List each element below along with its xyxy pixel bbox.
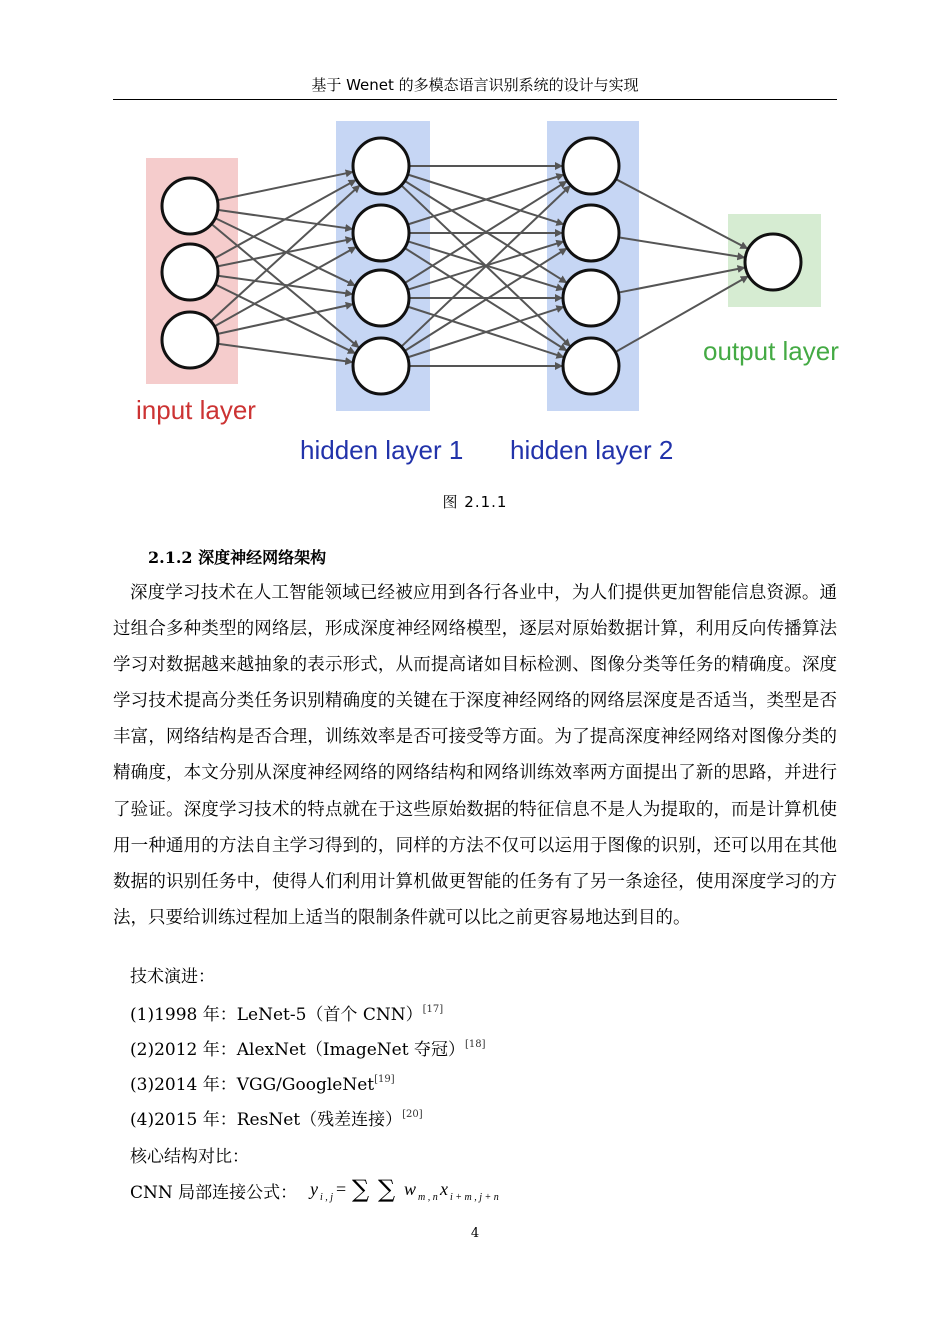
citation: [18] bbox=[464, 1039, 486, 1050]
formula-weight: w bbox=[404, 1179, 417, 1199]
evolution-item bbox=[130, 1070, 395, 1095]
input-neuron bbox=[162, 312, 218, 368]
evolution-item-text: (2)2012 年：AlexNet（ImageNet 夺冠） bbox=[130, 1040, 465, 1060]
hidden2-neuron bbox=[563, 205, 619, 261]
citation: [19] bbox=[374, 1074, 395, 1085]
evolution-item bbox=[130, 1000, 443, 1025]
input-neuron bbox=[162, 178, 218, 234]
sum-symbol: ∑ bbox=[378, 1175, 396, 1203]
hidden1-neuron bbox=[353, 270, 409, 326]
formula-lhs-sub: i , j bbox=[320, 1192, 334, 1203]
sum-symbol: ∑ bbox=[352, 1175, 370, 1203]
core-structure-label: 核心结构对比： bbox=[130, 1147, 249, 1167]
formula-label: CNN 局部连接公式： bbox=[130, 1183, 298, 1203]
formula-input-sub: i + m , j + n bbox=[450, 1192, 499, 1203]
page-number: 4 bbox=[470, 1226, 480, 1241]
formula-math bbox=[308, 1168, 508, 1208]
evolution-item bbox=[130, 1035, 486, 1060]
input-neuron bbox=[162, 244, 218, 300]
hidden-layer-2-label: hidden layer 2 bbox=[510, 435, 674, 465]
hidden1-neuron bbox=[353, 138, 409, 194]
evolution-item-text: (1)1998 年：LeNet-5（首个 CNN） bbox=[130, 1005, 423, 1025]
formula-lhs: y bbox=[310, 1179, 318, 1199]
evolution-item-text: (3)2014 年：VGG/GoogleNet bbox=[130, 1075, 375, 1095]
hidden-layer-1-label: hidden layer 1 bbox=[300, 435, 464, 465]
citation: [20] bbox=[402, 1109, 423, 1120]
evolution-label: 技术演进： bbox=[130, 967, 215, 987]
figure-caption: 图 2.1.1 bbox=[442, 493, 508, 511]
hidden1-neuron bbox=[353, 338, 409, 394]
citation: [17] bbox=[422, 1004, 444, 1015]
output-layer-label: output layer bbox=[703, 336, 839, 366]
connection-arrows bbox=[211, 166, 748, 366]
input-layer-label: input layer bbox=[136, 395, 256, 425]
formula-equals: = bbox=[336, 1179, 347, 1199]
output-neuron bbox=[745, 234, 801, 290]
neural-network-figure bbox=[0, 100, 950, 480]
formula-weight-sub: m , n bbox=[418, 1192, 438, 1203]
running-header: 基于 Wenet 的多模态语言识别系统的设计与实现 bbox=[311, 76, 639, 94]
formula-input: x bbox=[440, 1179, 448, 1199]
hidden2-neuron bbox=[563, 138, 619, 194]
hidden1-neuron bbox=[353, 205, 409, 261]
evolution-item-text: (4)2015 年：ResNet（残差连接） bbox=[130, 1110, 403, 1130]
hidden2-neuron bbox=[563, 338, 619, 394]
body-paragraph: 深度学习技术在人工智能领域已经被应用到各行各业中，为人们提供更加智能信息资源。通过组合多种类型的网络层，形成深度神经网络模型，逐层对原始数据计算，利用反向传播算法学习对数据越来越抽象的表示形式，从而提高诸如目标检测、图像分类等任务的精确度。深度学习技术提高分类任务识别精确度的关键在于深度神经网络的网络层深度是否适当，类型是否丰富，网络结构是否合理，训练效率是否可接受等方面。为了提高深度神经网络对图像分类的精确度，本文分别从深度神经网络的网络结构和网络训练效率两方面提出了新的思路，并进行了验证。深度学习技术的特点就在于这些原始数据的特征信息不是人为提取的，而是计算机使用一种通用的方法自主学习得到的，同样的方法不仅可以运用于图像的识别，还可以用在其他数据的识别任务中，使得人们利用计算机做更智能的任务有了另一条途径，使用深度学习的方法，只要给训练过程加上适当的限制条件就可以比之前更容易地达到目的。 bbox=[113, 583, 837, 928]
hidden2-neuron bbox=[563, 270, 619, 326]
section-heading: 2.1.2 深度神经网络架构 bbox=[148, 548, 327, 567]
evolution-item bbox=[130, 1105, 423, 1130]
